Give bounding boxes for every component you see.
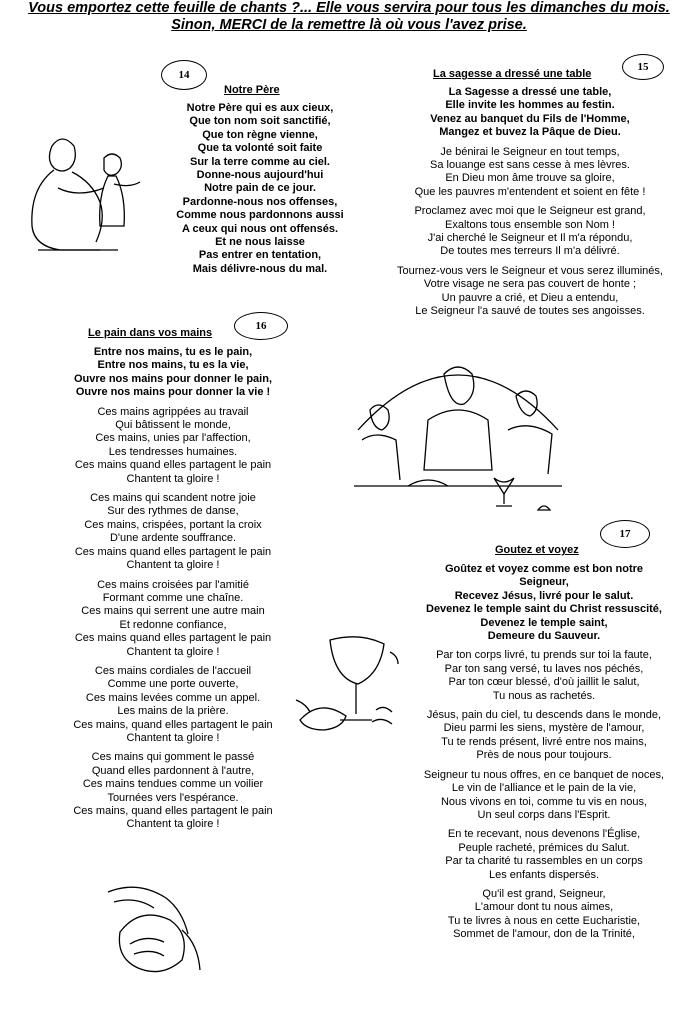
lyric-line: Pardonne-nous nos offenses, <box>182 195 338 208</box>
lyric-line: Votre visage ne sera pas couvert de honte ; <box>423 278 637 291</box>
lyric-line: Seigneur tu nous offres, en ce banquet de noces, <box>423 768 665 781</box>
lyric-line: Exaltons tous ensemble son Nom ! <box>445 218 615 231</box>
lyric-line: Chantent ta gloire ! <box>126 731 220 744</box>
lyric-line: Et redonne confiance, <box>119 618 227 631</box>
lyric-line: Ces mains qui scandent notre joie <box>90 492 256 505</box>
lyric-line: Un pauvre a crié, et Dieu a entendu, <box>441 291 619 304</box>
lyric-line: Le Seigneur l'a sauvé de toutes ses angoisses. <box>415 305 645 318</box>
lyric-line: Donne-nous aujourd'hui <box>196 169 324 182</box>
lyric-line: Un seul corps dans l'Esprit. <box>477 808 611 821</box>
lyric-line: Sa louange est sans cesse à mes lèvres. <box>430 159 630 172</box>
song-verse <box>370 146 690 200</box>
lyric-line: Par ta charité tu rassembles en un corps <box>445 855 643 868</box>
song-verse <box>395 769 693 823</box>
page-header <box>0 0 698 34</box>
lyric-line: Chantent ta gloire ! <box>126 559 220 572</box>
lyric-line: Comme nous pardonnons aussi <box>176 209 344 222</box>
lyric-line: Ces mains, quand elles partagent le pain <box>73 805 273 817</box>
song-refrain <box>370 86 690 140</box>
lyric-line: Recevez Jésus, livré pour le salut. <box>454 589 634 602</box>
lyric-line: Ouvre nos mains pour donner la vie ! <box>75 386 271 399</box>
lyric-line: Jésus, pain du ciel, tu descends dans le monde, <box>426 709 662 722</box>
lyric-line: Par ton sang versé, tu laves nos péchés, <box>444 662 644 675</box>
song-14-text <box>150 102 370 276</box>
song-title: Notre Père <box>224 84 280 96</box>
song-verse <box>370 205 690 259</box>
song-title: La sagesse a dressé une table <box>433 68 592 80</box>
song-refrain <box>28 346 318 400</box>
lyric-line: Les enfants dispersés. <box>488 868 600 881</box>
lyric-line: L'amour dont tu nous aimes, <box>474 901 614 914</box>
bread-wine-illustration <box>292 630 402 740</box>
lyric-line: Chantent ta gloire ! <box>126 645 220 658</box>
lyric-line: J'ai cherché le Seigneur et Il m'a répondu, <box>427 232 633 245</box>
song-number-badge: 17 <box>600 520 650 548</box>
lyric-line: Tournez-vous vers le Seigneur et vous serez illuminés, <box>397 264 663 277</box>
lyric-line: Devenez le temple saint, <box>480 616 608 629</box>
song-number-badge: 15 <box>622 54 664 80</box>
lyric-line: Chantent ta gloire ! <box>126 818 220 831</box>
lyric-line: Qui bâtissent le monde, <box>115 419 231 432</box>
lyric-line: Notre Père qui es aux cieux, <box>186 102 334 114</box>
song-title: Goutez et voyez <box>495 544 579 556</box>
lyric-line: Sommet de l'amour, don de la Trinité, <box>453 928 635 941</box>
song-refrain <box>150 102 370 276</box>
lyric-line: Ces mains quand elles partagent le pain <box>74 459 272 472</box>
lyric-line: En Dieu mon âme trouve sa gloire, <box>445 172 615 185</box>
lyric-line: Formant comme une chaîne. <box>102 591 244 604</box>
lyric-line: Ces mains qui gomment le passé <box>91 751 255 764</box>
lyric-line: Ces mains cordiales de l'accueil <box>94 664 252 677</box>
lyric-line: Seigneur, <box>519 576 569 589</box>
lyric-line: Par ton cœur blessé, d'où jaillit le salut, <box>448 676 640 689</box>
lyric-line: Et ne nous laisse <box>215 236 305 249</box>
last-supper-illustration <box>348 340 568 520</box>
song-number-badge: 14 <box>161 60 207 90</box>
song-number-badge: 16 <box>234 312 288 340</box>
lyric-line: Tu te livres à nous en cette Eucharistie, <box>447 914 641 927</box>
lyric-line: Sur des rythmes de danse, <box>107 505 239 518</box>
lyric-line: Comme une porte ouverte, <box>107 678 239 691</box>
lyric-line: Tournées vers l'espérance. <box>107 791 239 804</box>
lyric-line: Par ton corps livré, tu prends sur toi la faute, <box>436 649 652 662</box>
song-verse <box>28 579 318 659</box>
lyric-line: Quand elles pardonnent à l'autre, <box>91 764 255 777</box>
lyric-line: Ces mains levées comme un appel. <box>85 691 261 704</box>
lyric-line: Peuple racheté, prémices du Salut. <box>458 841 630 854</box>
lyric-line: Notre pain de ce jour. <box>204 182 316 195</box>
song-verse <box>370 265 690 319</box>
song-15-text <box>370 86 690 319</box>
lyric-line: D'une ardente souffrance. <box>109 532 237 545</box>
lyric-line: Ces mains croisées par l'amitié <box>97 578 249 591</box>
lyric-line: De toutes mes terreurs Il m'a délivré. <box>440 245 620 258</box>
lyric-line: Le vin de l'alliance et le pain de la vie, <box>451 782 637 795</box>
lyric-line: Goûtez et voyez comme est bon notre <box>444 563 644 575</box>
song-verse <box>395 709 693 763</box>
lyric-line: Ces mains agrippées au travail <box>97 405 249 418</box>
lyric-line: Près de nous pour toujours. <box>476 749 612 762</box>
song-verse <box>28 751 318 831</box>
lyric-line: A ceux qui nous ont offensés. <box>181 222 339 235</box>
lyric-line: Ces mains quand elles partagent le pain <box>74 545 272 558</box>
lyric-line: Nous vivons en toi, comme tu vis en nous, <box>440 795 648 808</box>
song-verse <box>28 665 318 745</box>
lyric-line: Que ta volonté soit faite <box>197 142 323 155</box>
song-title: Le pain dans vos mains <box>88 327 213 339</box>
lyric-line: Qu'il est grand, Seigneur, <box>482 887 606 900</box>
lyric-line: Tu nous as rachetés. <box>492 689 596 702</box>
lyric-line: Ces mains qui serrent une autre main <box>81 605 265 618</box>
lyric-line: Mangez et buvez la Pâque de Dieu. <box>439 126 621 139</box>
lyric-line: Ces mains, crispées, portant la croix <box>84 518 262 531</box>
song-verse <box>395 649 693 703</box>
lyric-line: Chantent ta gloire ! <box>126 472 220 485</box>
lyric-line: Dieu parmi les siens, mystère de l'amour, <box>443 722 645 735</box>
song-verse <box>395 828 693 882</box>
lyric-line: Devenez le temple saint du Christ ressuscité, <box>426 603 662 616</box>
song-verse <box>28 406 318 486</box>
lyric-line: Que les pauvres m'entendent et soient en fête ! <box>414 185 646 198</box>
song-verse <box>28 492 318 572</box>
lyric-line: Entre nos mains, tu es le pain, <box>93 346 253 358</box>
jesus-child-illustration <box>14 118 154 258</box>
header-line-2: Sinon, MERCI de la remettre là où vous l'avez prise. <box>171 17 527 33</box>
lyric-line: Les tendresses humaines. <box>108 445 238 458</box>
song-16-text <box>28 346 318 832</box>
lyric-line: Je bénirai le Seigneur en tout temps, <box>440 145 620 158</box>
lyric-line: Ces mains quand elles partagent le pain <box>74 632 272 645</box>
lyric-line: Que ton nom soit sanctifié, <box>189 115 331 128</box>
lyric-line: Ces mains, quand elles partagent le pain <box>73 718 273 731</box>
lyric-line: Ces mains, unies par l'affection, <box>95 432 251 445</box>
lyric-line: Demeure du Sauveur. <box>487 630 601 643</box>
lyric-line: Entre nos mains, tu es la vie, <box>97 359 249 372</box>
lyric-line: En te recevant, nous devenons l'Église, <box>447 828 641 841</box>
lyric-line: La Sagesse a dressé une table, <box>448 86 612 98</box>
lyric-line: Pas entrer en tentation, <box>198 249 322 262</box>
lyric-line: Proclamez avec moi que le Seigneur est grand, <box>414 205 646 218</box>
header-line-1: Vous emportez cette feuille de chants ?... Elle vous servira pour tous les dimanches du mois. <box>28 0 670 16</box>
song-17-text <box>395 563 693 942</box>
lyric-line: Ouvre nos mains pour donner le pain, <box>73 372 273 385</box>
song-refrain <box>395 563 693 643</box>
lyric-line: Mais délivre-nous du mal. <box>192 262 328 275</box>
lyric-line: Elle invite les hommes au festin. <box>445 99 615 112</box>
lyric-line: Tu te rends présent, livré entre nos mains, <box>441 735 647 748</box>
lyric-line: Les mains de la prière. <box>117 705 229 718</box>
song-verse <box>395 888 693 942</box>
lyric-line: Ces mains tendues comme un voilier <box>82 778 264 791</box>
hands-bread-illustration <box>100 872 210 982</box>
lyric-line: Sur la terre comme au ciel. <box>189 155 330 168</box>
lyric-line: Que ton règne vienne, <box>202 128 318 141</box>
lyric-line: Venez au banquet du Fils de l'Homme, <box>430 112 630 125</box>
